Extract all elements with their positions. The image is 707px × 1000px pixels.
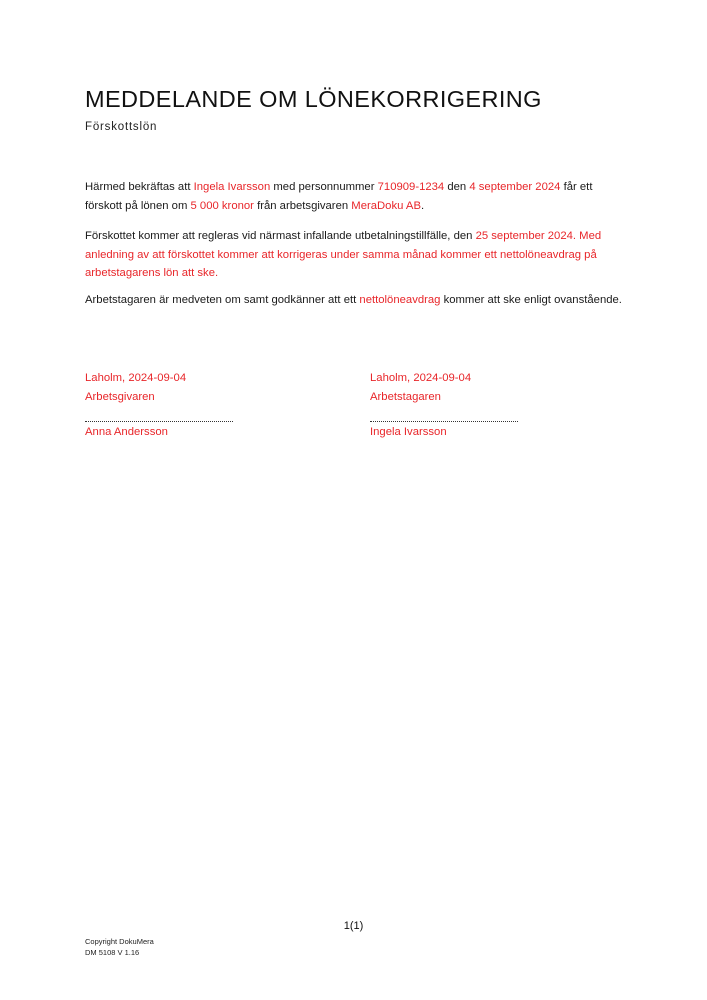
personal-number: 710909-1234 <box>377 181 445 193</box>
confirmation-paragraph <box>85 178 625 215</box>
text-segment: med personnummer <box>270 181 378 193</box>
employee-signature-line <box>370 417 518 422</box>
document-footer <box>85 937 154 958</box>
advance-amount: 5 000 kronor <box>190 199 254 212</box>
document-title: MEDDELANDE OM LÖNEKORRIGERING <box>85 86 542 112</box>
settlement-paragraph <box>85 227 625 283</box>
text-segment: Härmed bekräftas att <box>85 181 194 193</box>
employee-signatory-name: Ingela Ivarsson <box>370 426 447 438</box>
text-segment: får ett förskott på lönen om <box>85 181 593 212</box>
employee-place-date: Laholm, 2024-09-04 <box>370 372 472 384</box>
employer-signature-line <box>85 417 233 422</box>
page-number: 1(1) <box>343 920 364 932</box>
settlement-details: 25 september 2024. Med anledning av att förskottet kommer att korrigeras under samma månad kommer ett nettolöneavdrag på arbetstagarens lön att ske. <box>85 230 602 279</box>
copyright-text: Copyright DokuMera <box>85 937 154 946</box>
text-segment: från arbetsgivaren <box>253 199 352 212</box>
employer-name: MeraDoku AB <box>351 199 421 212</box>
employer-place-date: Laholm, 2024-09-04 <box>85 372 187 384</box>
employee-name: Ingela Ivarsson <box>193 181 271 193</box>
text-segment: den <box>444 181 470 193</box>
text-segment: kommer att ske enligt ovanstående. <box>440 294 622 306</box>
text-segment: Förskottet kommer att regleras vid närmast infallande utbetalningstillfälle, den <box>85 230 476 242</box>
employer-signatory-name: Anna Andersson <box>85 426 168 438</box>
text-segment: . <box>420 199 425 212</box>
document-subtitle: Förskottslön <box>85 121 158 133</box>
employee-role: Arbetstagaren <box>370 390 441 403</box>
deduction-term: nettolöneavdrag <box>359 294 441 306</box>
advance-date: 4 september 2024 <box>469 181 561 193</box>
employer-role: Arbetsgivaren <box>85 390 155 403</box>
employer-signature-block <box>85 369 285 442</box>
acknowledgement-paragraph <box>85 291 625 310</box>
employee-signature-block <box>370 369 570 442</box>
document-id: DM 5108 V 1.16 <box>85 947 140 957</box>
text-segment: Arbetstagaren är medveten om samt godkänner att ett <box>85 294 360 306</box>
